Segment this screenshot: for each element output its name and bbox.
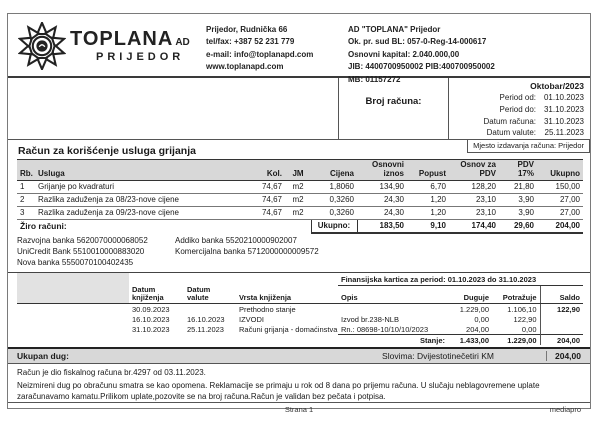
financial-saldo-cell: [540, 314, 583, 324]
items-cell: 1,8060: [311, 180, 357, 193]
items-col-header: Cijena: [311, 160, 357, 181]
software-vendor: mediapro: [549, 404, 582, 414]
financial-cell: Rn.: 08698-10/10/10/2023: [341, 324, 429, 334]
financial-cell: 30.09.2023: [132, 304, 170, 314]
contact-block: [206, 24, 334, 72]
items-col-header: Ukupno: [537, 160, 583, 181]
financial-row: [17, 324, 583, 335]
items-cell: Razlika zaduženja za 09/23-nove cijene: [35, 206, 247, 219]
financial-col-header: Opis: [338, 285, 448, 304]
financial-cell: 204,00: [466, 324, 489, 334]
items-cell: 0,3260: [311, 193, 357, 206]
items-cell: 134,90: [357, 180, 407, 193]
financial-col-header: Datum knjiženja: [129, 285, 184, 304]
items-cell: m2: [285, 193, 311, 206]
items-col-header: Kol.: [247, 160, 285, 181]
items-col-header: Osnovni iznos: [357, 160, 407, 181]
financial-col-header: Vrsta knjiženja: [236, 285, 338, 304]
financial-col-header: Saldo: [540, 285, 583, 304]
balance-saldo-cell: 204,00: [540, 335, 583, 346]
fiscal-note: Račun je dio fiskalnog računa br.4297 od 03.11.2023.: [17, 368, 206, 378]
items-cell: 74,67: [247, 180, 285, 193]
financial-cell: Izvod br.238-NLB: [341, 314, 399, 324]
financial-card-title: Finansijska kartica za period: 01.10.2023 do 31.10.2023: [338, 273, 583, 285]
page-footer: [8, 402, 590, 417]
footer-spacer: [17, 405, 285, 414]
items-cell: 1: [17, 180, 35, 193]
invoice-header: [8, 14, 590, 84]
total-cell: 183,50: [357, 219, 407, 233]
financial-cell: Računi grijanja - domaćinstva: [239, 325, 338, 335]
items-cell: 27,00: [537, 193, 583, 206]
items-row: [17, 180, 583, 193]
bank-account: Razvojna banka 5620070000068052: [17, 235, 148, 245]
financial-cell: [338, 304, 448, 315]
period-do-row: Period do: 31.10.2023: [499, 104, 584, 114]
total-cell: 29,60: [499, 219, 537, 233]
balance-cell: 1.433,00: [448, 335, 492, 346]
contact-web: www.toplanapd.com: [206, 62, 284, 72]
financial-title-row: [17, 273, 583, 285]
invoice-number-label: Broj računa:: [339, 78, 449, 139]
items-header-row: [17, 160, 583, 181]
items-cell: 1,20: [407, 206, 449, 219]
balance-label: Stanje:: [338, 335, 448, 346]
total-cell: 204,00: [537, 219, 583, 233]
customer-address-box: [8, 78, 339, 139]
financial-cell: 31.10.2023: [132, 325, 170, 335]
company-logo: [18, 20, 206, 72]
items-cell: 2: [17, 193, 35, 206]
financial-cell: 0,00: [474, 314, 489, 324]
items-cell: 0,3260: [311, 206, 357, 219]
items-row: [17, 193, 583, 206]
financial-spacer: [17, 304, 129, 315]
invoice-page: [7, 13, 591, 414]
financial-row: [17, 314, 583, 324]
financial-spacer: [17, 273, 129, 285]
items-col-header: Osnov za PDV: [449, 160, 499, 181]
items-cell: 23,10: [449, 206, 499, 219]
issue-place-box: Mjesto izdavanja računa: Prijedor: [467, 140, 590, 153]
sun-logo-icon: [18, 22, 66, 70]
company-ids: JIB: 4400700950002 PIB:400700950002: [348, 62, 495, 72]
items-col-header: Popust: [407, 160, 449, 181]
financial-col-header: Datum valute: [184, 285, 236, 304]
amount-in-words: Slovima: Dvijestotinečetiri KM: [382, 351, 494, 362]
brand-name: TOPLANA AD: [70, 28, 190, 50]
items-cell: 3,90: [499, 193, 537, 206]
items-cell: Razlika zaduženja za 08/23-nove cijene: [35, 193, 247, 206]
items-col-header: PDV 17%: [499, 160, 537, 181]
contact-telfax: tel/fax: +387 52 231 779: [206, 37, 295, 47]
financial-col-header: Potražuje: [492, 285, 540, 304]
items-cell: 21,80: [499, 180, 537, 193]
items-table: [17, 159, 583, 234]
brand-suffix: AD: [175, 37, 190, 48]
total-cell: 174,40: [449, 219, 499, 233]
financial-card-table: [17, 273, 583, 345]
total-due-amount: 204,00: [546, 351, 581, 361]
company-registry: Ok. pr. sud BL: 057-0-Reg-14-000617: [348, 37, 487, 47]
balance-cell: 1.229,00: [492, 335, 540, 346]
financial-cell: 122,90: [513, 314, 537, 324]
datum-racuna-row: Datum računa: 31.10.2023: [483, 116, 584, 126]
financial-row: [17, 304, 583, 315]
items-col-header: JM: [285, 160, 311, 181]
financial-header-row: [17, 285, 583, 304]
billing-month: Oktobar/2023: [530, 81, 584, 91]
period-od-row: Period od: 01.10.2023: [499, 93, 584, 103]
notes-block: [17, 367, 581, 402]
items-cell: 128,20: [449, 180, 499, 193]
total-due-label: Ukupan dug:: [17, 351, 69, 362]
bank-account: Komercijalna banka 5712000000009572: [175, 246, 319, 256]
items-cell: 27,00: [537, 206, 583, 219]
financial-col-header: Duguje: [448, 285, 492, 304]
financial-spacer: [17, 314, 129, 324]
items-col-header: Rb.: [17, 160, 35, 181]
items-cell: 23,10: [449, 193, 499, 206]
financial-spacer: [17, 285, 129, 304]
items-cell: m2: [285, 206, 311, 219]
brand-city: PRIJEDOR: [96, 51, 185, 63]
financial-spacer: [129, 273, 338, 285]
items-total-row: [17, 219, 583, 233]
financial-cell: 1.106,10: [507, 304, 537, 314]
items-cell: m2: [285, 180, 311, 193]
financial-cell: IZVODI: [239, 314, 265, 324]
financial-spacer: [17, 324, 129, 335]
items-cell: 3,90: [499, 206, 537, 219]
bank-accounts-title: Žiro računi:: [20, 221, 67, 232]
financial-cell: 1.229,00: [459, 304, 489, 314]
financial-cell: 16.10.2023: [132, 314, 170, 324]
items-cell: 6,70: [407, 180, 449, 193]
bank-account: UniCredit Bank 5510010000883020: [17, 246, 145, 256]
company-name: AD "TOPLANA" Prijedor: [348, 25, 441, 34]
items-cell: 3: [17, 206, 35, 219]
invoice-dates-box: [449, 78, 590, 139]
bank-accounts-block: [17, 235, 581, 269]
financial-cell: Prethodno stanje: [239, 304, 296, 314]
items-cell: 74,67: [247, 193, 285, 206]
page-number: Strana 1: [284, 404, 314, 414]
document-title: Račun za korišćenje usluga grijanja: [18, 145, 196, 157]
items-col-header: Usluga: [35, 160, 247, 181]
logo-text: [70, 29, 190, 63]
total-cell: 9,10: [407, 219, 449, 233]
contact-email: e-mail: info@toplanapd.com: [206, 49, 314, 59]
invoice-meta-row: [8, 78, 590, 140]
financial-saldo-cell: [540, 324, 583, 335]
financial-cell: 16.10.2023: [187, 314, 225, 324]
company-capital: Osnovni kapital: 2.040.000,00: [348, 49, 460, 59]
items-cell: 1,20: [407, 193, 449, 206]
items-cell: 74,67: [247, 206, 285, 219]
bank-account: Nova banka 5550070100402435: [17, 257, 134, 267]
items-cell: 24,30: [357, 206, 407, 219]
bank-account: Addiko banka 5520210000902007: [175, 235, 297, 245]
company-info-block: [348, 24, 495, 84]
contact-address: Prijedor, Rudnička 66: [206, 25, 288, 34]
financial-spacer: [17, 335, 338, 346]
financial-cell: 25.11.2023: [187, 325, 224, 335]
financial-cell: 0,00: [521, 324, 537, 334]
datum-valute-row: Datum valute: 25.11.2023: [486, 128, 584, 138]
financial-card-section: [8, 272, 590, 345]
items-cell: 150,00: [537, 180, 583, 193]
items-row: [17, 206, 583, 219]
items-cell: 24,30: [357, 193, 407, 206]
company-mb: MB: 01157272: [348, 74, 401, 84]
total-label: Ukupno:: [311, 219, 357, 233]
total-due-bar: [8, 347, 590, 364]
title-row: [8, 140, 590, 157]
items-cell: Grijanje po kvadraturi: [35, 180, 247, 193]
legal-note: Neizmireni dug po obračunu smatra se kao opomena. Reklamacije se primaju u rok od 8 dana po prijemu računa. U slučaju neblagovremene uplate zaračunavamo kamatu.Prilikom uplate,pozovite se na broj računa.Račun je validan bez pečata i potpisa.: [17, 380, 540, 401]
financial-saldo-cell: 122,90: [540, 304, 583, 315]
financial-cell: [184, 304, 236, 315]
financial-balance-row: [17, 335, 583, 346]
